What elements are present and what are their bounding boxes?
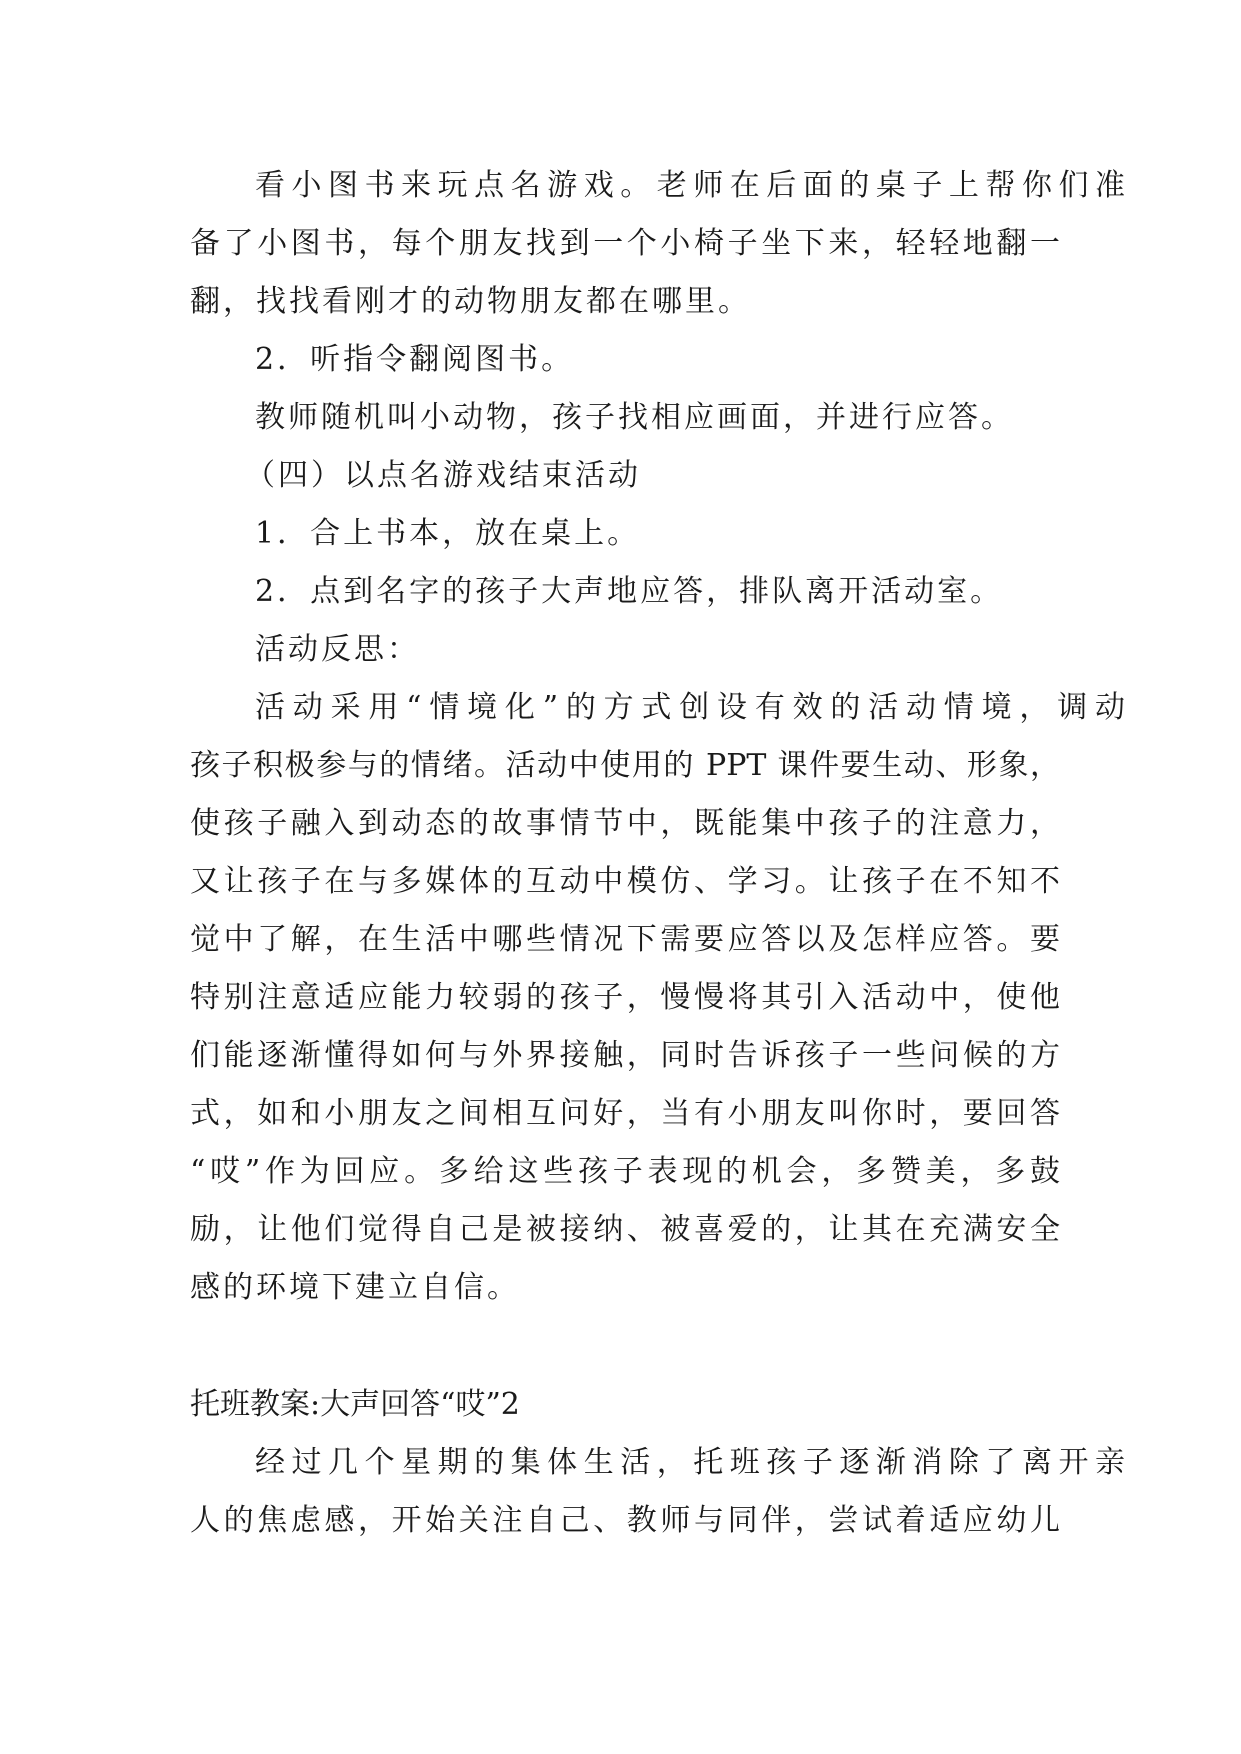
- paragraph-line: 教师随机叫小动物，孩子找相应画面，并进行应答。: [255, 400, 1014, 435]
- list-item: 2．点到名字的孩子大声地应答，排队离开活动室。: [255, 574, 1004, 609]
- paragraph-line: 觉中了解，在生活中哪些情况下需要应答以及怎样应答。要: [190, 922, 1060, 957]
- section-title: 托班教案:大声回答“哎”2: [190, 1387, 520, 1422]
- paragraph-line: 看小图书来玩点名游戏。老师在后面的桌子上帮你们准: [255, 168, 1125, 203]
- section-heading: （四）以点名游戏结束活动: [245, 458, 641, 493]
- section-label: 活动反思：: [255, 632, 420, 667]
- paragraph-line: 活动采用“情境化”的方式创设有效的活动情境，调动: [255, 690, 1125, 725]
- paragraph-line: 翻，找找看刚才的动物朋友都在哪里。: [190, 284, 751, 319]
- paragraph-line: 人的焦虑感，开始关注自己、教师与同伴，尝试着适应幼儿: [190, 1503, 1060, 1538]
- paragraph-line: 备了小图书，每个朋友找到一个小椅子坐下来，轻轻地翻一: [190, 226, 1060, 261]
- paragraph-line: 式，如和小朋友之间相互问好，当有小朋友叫你时，要回答: [190, 1096, 1060, 1131]
- paragraph-line: 们能逐渐懂得如何与外界接触，同时告诉孩子一些问候的方: [190, 1038, 1060, 1073]
- paragraph-line: 又让孩子在与多媒体的互动中模仿、学习。让孩子在不知不: [190, 864, 1060, 899]
- paragraph-line: “哎”作为回应。多给这些孩子表现的机会，多赞美，多鼓: [190, 1154, 1060, 1189]
- paragraph-line: 孩子积极参与的情绪。活动中使用的 PPT 课件要生动、形象，: [190, 748, 1060, 783]
- paragraph-line: 经过几个星期的集体生活，托班孩子逐渐消除了离开亲: [255, 1445, 1125, 1480]
- list-item: 1．合上书本，放在桌上。: [255, 516, 641, 551]
- paragraph-line: 励，让他们觉得自己是被接纳、被喜爱的，让其在充满安全: [190, 1212, 1060, 1247]
- list-item: 2．听指令翻阅图书。: [255, 342, 575, 377]
- paragraph-line: 感的环境下建立自信。: [190, 1270, 520, 1305]
- paragraph-line: 使孩子融入到动态的故事情节中，既能集中孩子的注意力，: [190, 806, 1060, 841]
- paragraph-line: 特别注意适应能力较弱的孩子，慢慢将其引入活动中，使他: [190, 980, 1060, 1015]
